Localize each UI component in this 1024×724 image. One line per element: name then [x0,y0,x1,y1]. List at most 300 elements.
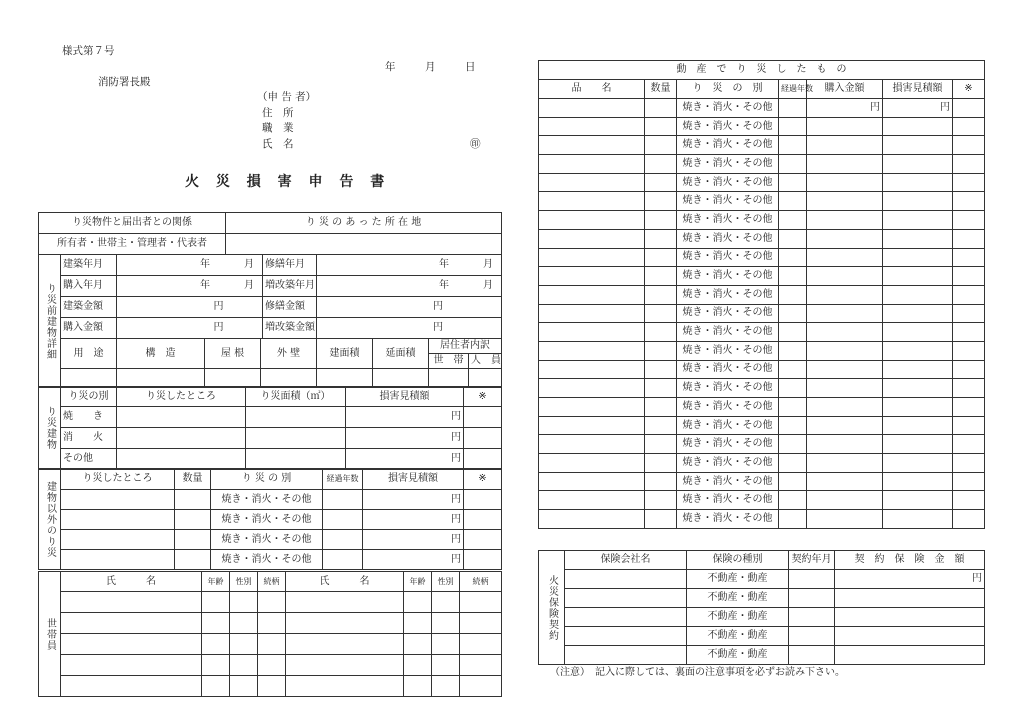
other-estimate-field[interactable]: 円 [363,510,464,530]
movable-mark-field[interactable] [953,398,985,417]
addressee: 消防署長殿 [98,76,151,88]
db-area-field[interactable] [246,449,346,470]
member-age-field[interactable] [404,634,432,655]
other-qty-field[interactable] [175,550,211,570]
movable-purchase-field[interactable] [807,211,883,230]
build-cost-field[interactable]: 円 [117,297,263,318]
movable-qty-field[interactable] [645,192,677,211]
insurance-type-header: 保険の種別 [687,551,789,570]
movable-mark-field[interactable] [953,472,985,491]
member-age-header: 年齢 [404,572,432,592]
movable-purchase-field[interactable] [807,192,883,211]
movable-item-field[interactable] [539,211,645,230]
households-field[interactable] [429,369,469,388]
member-age-field[interactable] [404,676,432,697]
db-estimate-field[interactable]: 円 [346,449,464,470]
movable-purchase-field[interactable] [807,229,883,248]
movable-mark-field[interactable] [953,435,985,454]
other-years-field[interactable] [323,530,363,550]
movable-estimate-field[interactable] [883,267,953,286]
movable-item-field[interactable] [539,472,645,491]
insurance-company-field[interactable] [565,570,687,589]
movable-purchase-field[interactable] [807,285,883,304]
table-row [539,211,985,230]
other-years-field[interactable] [323,550,363,570]
date-day-label: 日 [465,61,476,73]
db-area-field[interactable] [246,407,346,428]
db-row-label: 消 火 [61,428,117,449]
total-area-field[interactable] [373,369,429,388]
movable-item-field[interactable] [539,435,645,454]
movable-mark-field[interactable] [953,285,985,304]
db-area-field[interactable] [246,428,346,449]
movable-kind-options: 焼き・消火・その他 [677,136,779,155]
insurance-amount-field[interactable] [835,627,985,646]
movable-years-field[interactable] [779,491,807,510]
movable-qty-field[interactable] [645,117,677,136]
db-place-field[interactable] [117,407,246,428]
movable-purchase-field[interactable] [807,398,883,417]
movable-item-field[interactable] [539,360,645,379]
db-estimate-field[interactable]: 円 [346,407,464,428]
table-row [39,550,502,570]
movable-qty-field[interactable] [645,304,677,323]
movable-estimate-field[interactable] [883,435,953,454]
insurance-company-field[interactable] [565,627,687,646]
member-relation-field[interactable] [258,676,286,697]
movable-estimate-field[interactable] [883,211,953,230]
movable-estimate-field[interactable] [883,510,953,529]
movable-mark-field[interactable] [953,454,985,473]
member-age-field[interactable] [202,634,230,655]
member-name-field[interactable] [61,634,202,655]
db-estimate-field[interactable]: 円 [346,428,464,449]
movable-mark-field[interactable] [953,510,985,529]
insurance-date-field[interactable] [789,627,835,646]
buy-cost-field[interactable]: 円 [117,318,263,339]
member-name-field[interactable] [61,592,202,613]
movable-purchase-field[interactable] [807,416,883,435]
member-relation-field[interactable] [460,634,502,655]
use-label: 用 途 [61,339,117,369]
member-age-field[interactable] [404,613,432,634]
insurance-company-field[interactable] [565,589,687,608]
insurance-amount-field[interactable] [835,589,985,608]
movable-item-field[interactable] [539,416,645,435]
repair-date-field[interactable]: 年 月 [317,255,502,276]
member-age-field[interactable] [202,676,230,697]
member-sex-field[interactable] [432,676,460,697]
other-qty-field[interactable] [175,530,211,550]
other-mark-field[interactable] [464,530,502,550]
movable-kind-options: 焼き・消火・その他 [677,99,779,118]
movable-qty-field[interactable] [645,398,677,417]
movable-qty-field[interactable] [645,491,677,510]
member-sex-header: 性別 [230,572,258,592]
member-name-field[interactable] [61,655,202,676]
movable-estimate-field[interactable] [883,173,953,192]
movable-purchase-field[interactable] [807,173,883,192]
insurance-date-field[interactable] [789,646,835,665]
other-place-field[interactable] [61,530,175,550]
other-estimate-field[interactable]: 円 [363,530,464,550]
movable-item-field[interactable] [539,155,645,174]
member-relation-field[interactable] [460,592,502,613]
movable-kind-options: 焼き・消火・その他 [677,173,779,192]
movable-years-field[interactable] [779,285,807,304]
insurance-company-header: 保険会社名 [565,551,687,570]
bought-field[interactable]: 年 月 [117,276,263,297]
other-kind-header: り 災 の 別 [211,469,323,490]
movable-qty-field[interactable] [645,173,677,192]
movable-qty-field[interactable] [645,416,677,435]
repair-cost-label: 修繕金額 [263,297,317,318]
movable-years-field[interactable] [779,211,807,230]
movable-item-field[interactable] [539,491,645,510]
db-estimate-header: 損害見積額 [346,387,464,407]
movable-years-field[interactable] [779,304,807,323]
member-age-field[interactable] [202,655,230,676]
movable-mark-field[interactable] [953,323,985,342]
member-name-field[interactable] [286,676,404,697]
movable-estimate-field[interactable] [883,398,953,417]
movable-mark-field[interactable] [953,491,985,510]
movable-qty-field[interactable] [645,155,677,174]
movable-estimate-field[interactable] [883,379,953,398]
table-row [39,655,502,676]
movable-estimate-field[interactable] [883,454,953,473]
movable-years-field[interactable] [779,136,807,155]
insurance-company-field[interactable] [565,646,687,665]
movable-item-field[interactable] [539,304,645,323]
movable-estimate-field[interactable] [883,285,953,304]
table-row [539,117,985,136]
insurance-date-field[interactable] [789,608,835,627]
movable-kind-options: 焼き・消火・その他 [677,416,779,435]
floor-area-field[interactable] [317,369,373,388]
movable-estimate-field[interactable] [883,248,953,267]
structure-field[interactable] [117,369,205,388]
member-name-field[interactable] [61,613,202,634]
movable-qty-field[interactable] [645,229,677,248]
member-name-field[interactable] [286,592,404,613]
movable-purchase-field[interactable]: 円 [807,99,883,118]
table-row [539,435,985,454]
movable-qty-field[interactable] [645,136,677,155]
other-qty-field[interactable] [175,490,211,510]
movable-qty-field[interactable] [645,285,677,304]
movable-years-field[interactable] [779,398,807,417]
other-qty-field[interactable] [175,510,211,530]
movable-years-field[interactable] [779,192,807,211]
movable-kind-options: 焼き・消火・その他 [677,117,779,136]
table-row [539,192,985,211]
movable-purchase-field[interactable] [807,155,883,174]
movable-mark-field[interactable] [953,341,985,360]
movable-purchase-field[interactable] [807,323,883,342]
other-estimate-field[interactable]: 円 [363,550,464,570]
member-relation-field[interactable] [258,655,286,676]
extend-date-field[interactable]: 年 月 [317,276,502,297]
movable-kind-options: 焼き・消火・その他 [677,454,779,473]
movable-qty-field[interactable] [645,341,677,360]
movable-estimate-field[interactable] [883,416,953,435]
movable-kind-options: 焼き・消火・その他 [677,155,779,174]
movable-years-field[interactable] [779,360,807,379]
movable-purchase-field[interactable] [807,472,883,491]
movable-purchase-field[interactable] [807,510,883,529]
member-sex-field[interactable] [230,592,258,613]
persons-field[interactable] [469,369,502,388]
movable-item-field[interactable] [539,248,645,267]
db-area-header: り災面積（㎡） [246,387,346,407]
table-row [539,229,985,248]
movable-purchase-field[interactable] [807,379,883,398]
movable-years-field[interactable] [779,173,807,192]
table-row [39,490,502,510]
movable-qty-field[interactable] [645,323,677,342]
table-row [539,646,985,665]
movable-years-field[interactable] [779,510,807,529]
movable-item-field[interactable] [539,173,645,192]
movable-years-field[interactable] [779,99,807,118]
member-relation-field[interactable] [258,613,286,634]
movable-item-field[interactable] [539,398,645,417]
movable-mark-field[interactable] [953,192,985,211]
movable-qty-field[interactable] [645,510,677,529]
member-relation-field[interactable] [460,676,502,697]
movable-estimate-field[interactable] [883,491,953,510]
table-row [539,589,985,608]
movable-mark-field[interactable] [953,155,985,174]
other-place-field[interactable] [61,490,175,510]
insurance-type-value: 不動産・動産 [687,627,789,646]
movable-years-field[interactable] [779,341,807,360]
name-label: 氏 名 [262,138,294,150]
movable-purchase-header: 購入金額 [807,80,883,99]
member-sex-field[interactable] [432,613,460,634]
movable-years-field[interactable] [779,248,807,267]
table-row [539,99,985,118]
other-years-field[interactable] [323,510,363,530]
insurance-amount-field[interactable]: 円 [835,570,985,589]
movable-years-field[interactable] [779,379,807,398]
movable-title: 動 産 で り 災 し た も の [539,61,985,80]
db-mark-field[interactable] [464,449,502,470]
insurance-date-field[interactable] [789,589,835,608]
movable-purchase-field[interactable] [807,454,883,473]
movable-mark-field[interactable] [953,379,985,398]
movable-mark-field[interactable] [953,304,985,323]
other-place-header: り災したところ [61,469,175,490]
roof-field[interactable] [205,369,261,388]
movable-mark-field[interactable] [953,136,985,155]
movable-kind-options: 焼き・消火・その他 [677,211,779,230]
built-field[interactable]: 年 月 [117,255,263,276]
member-relation-field[interactable] [460,655,502,676]
extend-cost-field[interactable]: 円 [317,318,502,339]
movable-item-field[interactable] [539,323,645,342]
movable-item-field[interactable] [539,136,645,155]
movable-item-field[interactable] [539,117,645,136]
member-age-field[interactable] [404,592,432,613]
movable-qty-field[interactable] [645,454,677,473]
floor-area-label: 建面積 [317,339,373,369]
movable-estimate-field[interactable] [883,192,953,211]
db-mark-field[interactable] [464,407,502,428]
movable-mark-field[interactable] [953,267,985,286]
movable-kind-options: 焼き・消火・その他 [677,341,779,360]
member-name-field[interactable] [286,655,404,676]
other-mark-field[interactable] [464,550,502,570]
document-title: 火 災 損 害 申 告 書 [185,174,391,190]
movable-table [538,60,985,529]
member-relation-header: 続柄 [258,572,286,592]
member-sex-field[interactable] [230,676,258,697]
other-mark-field[interactable] [464,510,502,530]
movable-estimate-field[interactable] [883,341,953,360]
movable-mark-field[interactable] [953,117,985,136]
movable-years-field[interactable] [779,117,807,136]
movable-qty-field[interactable] [645,360,677,379]
date-year-label: 年 [385,61,396,73]
member-relation-field[interactable] [460,613,502,634]
movable-mark-field[interactable] [953,416,985,435]
movable-mark-field[interactable] [953,360,985,379]
use-field[interactable] [61,369,117,388]
movable-qty-field[interactable] [645,267,677,286]
movable-estimate-field[interactable] [883,117,953,136]
movable-years-field[interactable] [779,267,807,286]
member-sex-field[interactable] [230,634,258,655]
movable-item-field[interactable] [539,229,645,248]
member-name-field[interactable] [61,676,202,697]
member-sex-field[interactable] [432,655,460,676]
other-place-field[interactable] [61,550,175,570]
member-relation-field[interactable] [258,634,286,655]
members-side-label: 世帯員 [39,572,61,697]
member-sex-field[interactable] [230,655,258,676]
other-mark-field[interactable] [464,490,502,510]
member-age-field[interactable] [202,613,230,634]
db-place-field[interactable] [117,428,246,449]
other-years-field[interactable] [323,490,363,510]
movable-mark-field[interactable] [953,99,985,118]
db-mark-field[interactable] [464,428,502,449]
table-row [539,454,985,473]
movable-years-field[interactable] [779,435,807,454]
wall-field[interactable] [261,369,317,388]
table-row [539,285,985,304]
member-age-field[interactable] [202,592,230,613]
member-relation-field[interactable] [258,592,286,613]
movable-qty-header: 数量 [645,80,677,99]
movable-years-field[interactable] [779,472,807,491]
insurance-amount-field[interactable] [835,608,985,627]
movable-mark-field[interactable] [953,248,985,267]
movable-purchase-field[interactable] [807,491,883,510]
member-name-field[interactable] [286,634,404,655]
movable-item-field[interactable] [539,99,645,118]
movable-purchase-field[interactable] [807,304,883,323]
movable-purchase-field[interactable] [807,136,883,155]
insurance-date-field[interactable] [789,570,835,589]
other-mark-header: ※ [464,469,502,490]
declarant-label: （申 告 者） [257,91,317,103]
movable-qty-field[interactable] [645,435,677,454]
movable-purchase-field[interactable] [807,435,883,454]
movable-years-field[interactable] [779,416,807,435]
movable-qty-field[interactable] [645,379,677,398]
movable-estimate-field[interactable] [883,304,953,323]
movable-years-field[interactable] [779,229,807,248]
movable-item-field[interactable] [539,379,645,398]
movable-purchase-field[interactable] [807,248,883,267]
movable-qty-field[interactable] [645,99,677,118]
member-sex-field[interactable] [432,592,460,613]
movable-mark-field[interactable] [953,173,985,192]
movable-estimate-field[interactable] [883,323,953,342]
db-place-header: り災したところ [117,387,246,407]
location-field[interactable] [226,234,502,255]
movable-qty-field[interactable] [645,248,677,267]
member-name-header: 氏 名 [286,572,404,592]
movable-estimate-field[interactable] [883,360,953,379]
structure-label: 構 造 [117,339,205,369]
movable-purchase-field[interactable] [807,117,883,136]
movable-estimate-field[interactable]: 円 [883,99,953,118]
movable-item-field[interactable] [539,285,645,304]
movable-mark-field[interactable] [953,211,985,230]
movable-item-field[interactable] [539,192,645,211]
movable-item-field[interactable] [539,454,645,473]
roof-label: 屋 根 [205,339,261,369]
movable-mark-field[interactable] [953,229,985,248]
insurance-company-field[interactable] [565,608,687,627]
movable-estimate-field[interactable] [883,472,953,491]
movable-item-field[interactable] [539,267,645,286]
other-place-field[interactable] [61,510,175,530]
movable-item-field[interactable] [539,510,645,529]
movable-estimate-field[interactable] [883,229,953,248]
member-name-field[interactable] [286,613,404,634]
movable-years-field[interactable] [779,323,807,342]
movable-item-field[interactable] [539,341,645,360]
member-sex-field[interactable] [230,613,258,634]
relation-label: り災物件と届出者との関係 [39,213,226,234]
table-row [539,510,985,529]
member-sex-field[interactable] [432,634,460,655]
insurance-amount-field[interactable] [835,646,985,665]
movable-purchase-field[interactable] [807,341,883,360]
movable-qty-field[interactable] [645,472,677,491]
movable-kind-header: り 災 の 別 [677,80,779,99]
other-estimate-field[interactable]: 円 [363,490,464,510]
movable-purchase-field[interactable] [807,360,883,379]
movable-qty-field[interactable] [645,211,677,230]
table-row [539,360,985,379]
repair-cost-field[interactable]: 円 [317,297,502,318]
movable-estimate-field[interactable] [883,136,953,155]
db-place-field[interactable] [117,449,246,470]
movable-purchase-field[interactable] [807,267,883,286]
movable-years-field[interactable] [779,454,807,473]
movable-years-field[interactable] [779,155,807,174]
movable-estimate-field[interactable] [883,155,953,174]
db-kind-header: り災の別 [61,387,117,407]
table-row [539,416,985,435]
member-age-field[interactable] [404,655,432,676]
